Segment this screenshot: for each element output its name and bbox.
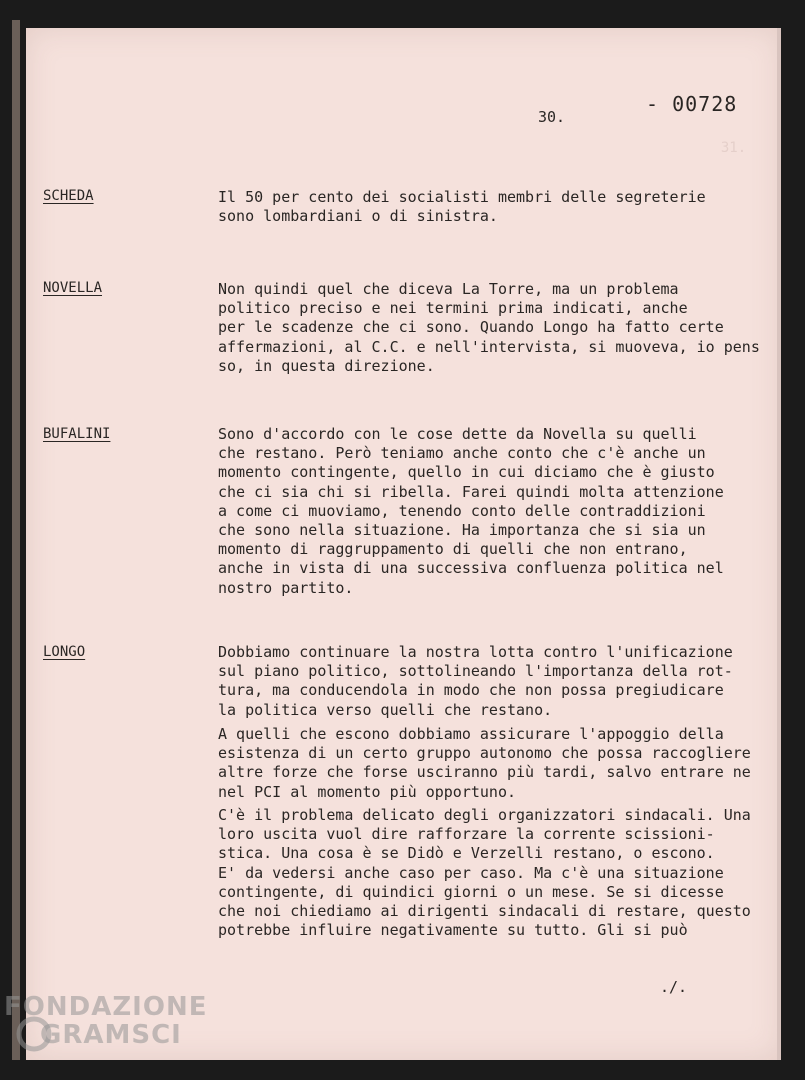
continuation-mark: ./. bbox=[660, 978, 688, 996]
longo-paragraph-1: Dobbiamo continuare la nostra lotta contro l'unificazione sul piano politico, sottolineando l'importanza della rot- tura, ma conducendola in modo che non possa pregiudicare la politica verso quelli che restano. bbox=[218, 643, 733, 719]
longo-paragraph-3: C'è il problema delicato degli organizzatori sindacali. Una loro uscita vuol dire rafforzare la corrente scissioni- stica. Una cosa è se Didò e Verzelli restano, o escono. E' da vedersi anche caso per caso. Ma c'è una situazione contingente, di quindici giorni o un mese. Se si dicesse che noi chiediamo ai dirigenti sindacali di restare, questo potrebbe influire negativamente su tutto. Gli si può bbox=[218, 806, 751, 940]
longo-paragraph-2: A quelli che escono dobbiamo assicurare l'appoggio della esistenza di un certo gruppo autonomo che possa raccogliere altre forze che forse usciranno più tardi, salvo entrare ne nel PCI al momento più opportuno. bbox=[218, 725, 751, 801]
page-number: 30. bbox=[538, 108, 566, 126]
scheda-paragraph: Il 50 per cento dei socialisti membri delle segreterie sono lombardiani o di sinistra. bbox=[218, 188, 706, 226]
speaker-longo: LONGO bbox=[43, 644, 86, 660]
archive-number: - 00728 bbox=[646, 92, 738, 116]
watermark-line1: FONDAZIONE bbox=[4, 992, 208, 1022]
speaker-novella: NOVELLA bbox=[43, 280, 103, 296]
speaker-scheda: SCHEDA bbox=[43, 188, 94, 204]
archive-strip bbox=[12, 20, 20, 1060]
speaker-bufalini: BUFALINI bbox=[43, 426, 111, 442]
novella-paragraph: Non quindi quel che diceva La Torre, ma un problema politico preciso e nei termini prima indicati, anche per le scadenze che ci sono. Quando Longo ha fatto certe affermazioni, al C.C. e nell'intervista, si muoveva, io pens so, in questa direzione. bbox=[218, 280, 760, 375]
bufalini-paragraph: Sono d'accordo con le cose dette da Novella su quelli che restano. Però teniamo anche conto che c'è anche un momento contingente, quello in cui diciamo che è giusto che ci sia chi si ribella. Farei quindi molta attenzione a come ci muoviamo, tenendo conto delle contraddizioni che sono nella situazione. Ha importanza che si sia un momento di raggruppamento di quelli che non entrano, anche in vista di una successiva confluenza politica nel nostro partito. bbox=[218, 425, 724, 597]
watermark-line2: GRAMSCI bbox=[40, 1020, 182, 1050]
document-page bbox=[26, 28, 781, 1060]
show-through-text: 31. bbox=[586, 140, 747, 156]
